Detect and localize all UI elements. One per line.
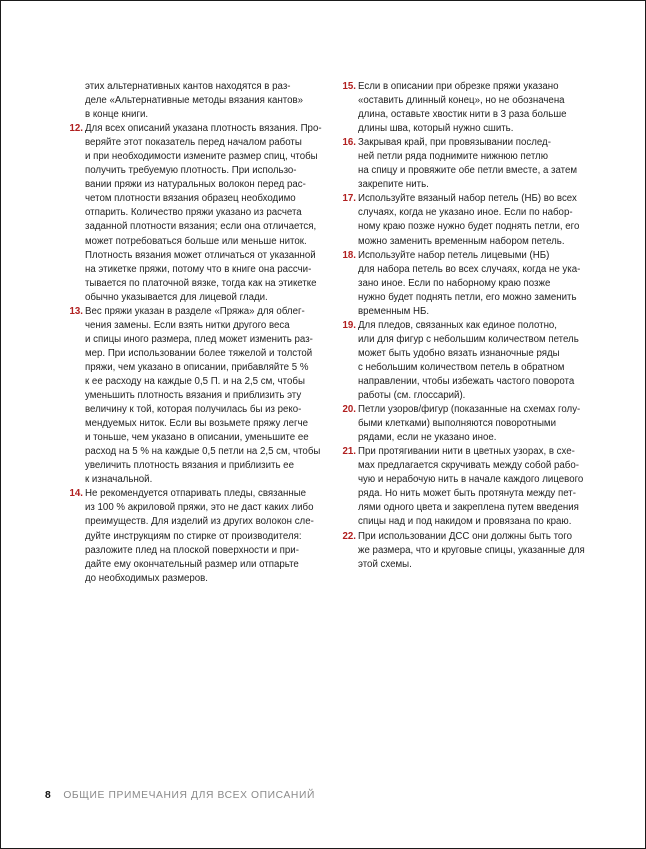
note-number: 13. — [69, 305, 83, 317]
page-footer — [45, 790, 315, 801]
continuation-text: этих альтернативных кантов находятся в раз- деле «Альтернативные методы вязания кантов» в конце книги. — [85, 81, 304, 121]
note-text: Используйте вязаный набор петель (НБ) во всех случаях, когда не указано иное. Если по набор- ному краю позже нужно будет поднять петли, его можно заменить временным набором петель. — [358, 193, 580, 247]
note-item-13 — [69, 305, 325, 488]
note-item-21 — [342, 445, 606, 529]
note-item-16 — [342, 136, 606, 192]
note-item-19 — [342, 319, 606, 403]
note-number: 20. — [342, 404, 356, 416]
note-item-17 — [342, 192, 606, 248]
note-number: 19. — [342, 319, 356, 331]
note-item-12 — [69, 122, 325, 305]
note-item-14 — [69, 487, 325, 585]
right-column — [342, 80, 606, 572]
note-text: Для всех описаний указана плотность вязания. Про- веряйте этот показатель перед началом работы и при необходимости измените размер спиц, чтобы получить требуемую плотность. При использо- вании пряжи из натуральных волокон перед рас- четом плотности вязания образец необходимо отпарить. Количество пряжи указано из расчета заданной плотности вязания; если она отличается, может потребоваться больше или меньше ниток. Плотность вязания может отличаться от указанной на этикетке пряжи, потому что в книге она рассчи- тывается по платочной вязке, тогда как на этикетке обычно указывается для лицевой глади. — [85, 123, 322, 303]
note-text: Используйте набор петель лицевыми (НБ) для набора петель во всех случаях, когда не ука- зано иное. Если по наборному краю позже нужно будет поднять петли, его можно заменить временным НБ. — [358, 249, 581, 317]
note-number: 21. — [342, 446, 356, 458]
note-item-22 — [342, 530, 606, 572]
note-text: При использовании ДСС они должны быть того же размера, что и круговые спицы, указанные для этой схемы. — [358, 530, 585, 570]
note-text: Вес пряжи указан в разделе «Пряжа» для облег- чения замены. Если взять нитки другого веса и спицы иного размера, плед может изменить раз- мер. При использовании более тяжелой и толстой пряжи, чем указано в описании, прибавляйте 5 % к ее расходу на каждые 0,5 П. и на 2,5 см, чтобы уменьшить плотность вязания и приблизить эту величину к той, которая получилась бы из реко- мендуемых ниток. Если вы возьмете пряжу легче и тоньше, чем указано в описании, уменьшите ее расход на 5 % на каждые 0,5 петли на 2,5 см, чтобы увеличить плотность вязания и приблизить ее к изначальной. — [85, 305, 321, 486]
note-text: Если в описании при обрезке пряжи указано «оставить длинный конец», но не обозначена длина, оставьте хвостик нити в 3 раза больше длины шва, который нужно сшить. — [358, 81, 567, 135]
note-text: Не рекомендуется отпаривать пледы, связанные из 100 % акриловой пряжи, это не даст каких либо преимуществ. Для изделий из других волокон сле- дуйте инструкциям по стирке от производителя: разложите плед на плоской поверхности и при- дайте ему окончательный размер или отпарьте до необходимых размеров. — [85, 488, 314, 584]
note-number: 16. — [342, 137, 356, 149]
note-number: 17. — [342, 193, 356, 205]
note-number: 15. — [342, 81, 356, 92]
note-number: 22. — [342, 530, 356, 542]
running-section-title: ОБЩИЕ ПРИМЕЧАНИЯ ДЛЯ ВСЕХ ОПИСАНИЙ — [63, 790, 315, 801]
note-item-15 — [342, 80, 606, 136]
page-number: 8 — [45, 790, 52, 801]
note-text: Для пледов, связанных как единое полотно, или для фигур с небольшим количеством петель может быть удобно вязать изнаночные ряды с небольшим количеством петель в обратном направлении, чтобы избежать частого поворота работы (см. глоссарий). — [358, 319, 579, 402]
note-item-20 — [342, 403, 606, 445]
note-text: Закрывая край, при провязывании послед- ней петли ряда поднимите нижнюю петлю на спицу и провяжите обе петли вместе, а затем закрепите нить. — [358, 137, 578, 191]
note-number: 14. — [69, 488, 83, 500]
note-number: 12. — [69, 123, 83, 135]
note-text: При протягивании нити в цветных узорах, в схе- мах предлагается скручивать между собой рабо- чую и нерабочую нить в начале каждого лицевого ряда. Но нить может быть протянута между пет- лями одного цвета и закреплена путем введения спицы над и под накидом и провязана по краю. — [358, 446, 584, 528]
continuation-paragraph — [85, 80, 325, 122]
left-column — [69, 80, 325, 586]
note-number: 18. — [342, 249, 356, 261]
note-item-18 — [342, 249, 606, 319]
note-text: Петли узоров/фигур (показанные на схемах голу- быми клетками) выполняются поворотными рядами, если не указано иное. — [358, 404, 581, 444]
